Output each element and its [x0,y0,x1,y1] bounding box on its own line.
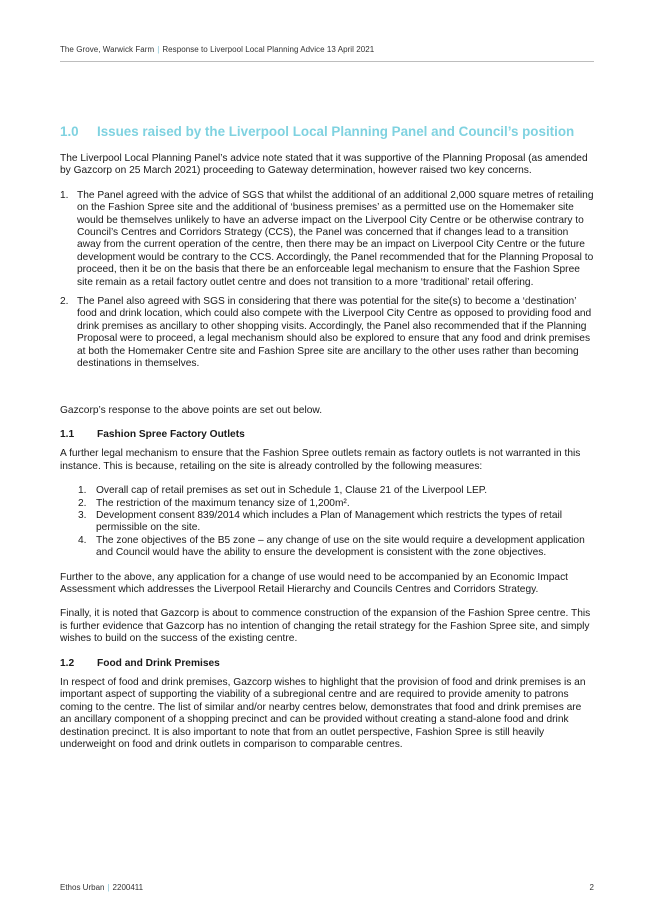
page-number: 2 [589,883,594,892]
list-item-number: 1. [78,485,87,497]
section-1-1-heading [60,429,594,441]
header-project: The Grove, Warwick Farm [60,45,155,54]
list-item-text: Overall cap of retail premises as set out in Schedule 1, Clause 21 of the Liverpool LEP. [96,485,488,497]
page-header [60,45,594,54]
list-item [60,190,594,289]
list-item [78,485,594,497]
concerns-list [60,190,594,371]
list-item-text: The Panel agreed with the advice of SGS that whilst the additional of an additional 2,000 square metres of retailing on the Fashion Spree site and the additional of ‘business premises’ as a permitted use on the Homemaker site would be themselves unlikely to have an adverse impact on the Liverpool City Centre or be otherwise contrary to Council’s Centres and Corridors Strategy (CCS), the Panel was concerned that if changes lead to a transition away from the current operation of the centre, then there may be an impact on Liverpool City Centre or the future development would be contrary to the CCS. Accordingly, the Panel recommended that for the Planning Proposal to proceed, then it be on the basis that there be an enforceable legal mechanism to ensure that the Fashion Spree site remain as a retail factory outlet centre and does not transition to a more ‘traditional’ retail offering. [77,189,594,288]
list-item-number: 2. [78,497,87,509]
section-1-intro: The Liverpool Local Planning Panel’s advice note stated that it was supportive of the Planning Proposal (as amended by Gazcorp on 25 March 2021) proceeding to Gateway determination, however raised two key concerns. [60,153,588,177]
header-separator: | [157,45,160,54]
response-intro: Gazcorp’s response to the above points are set out below. [60,404,323,416]
spacer [60,381,594,405]
list-item-text: The restriction of the maximum tenancy size of 1,200m². [96,497,350,509]
section-1-1-title: Fashion Spree Factory Outlets [97,428,245,440]
footer-separator: | [107,883,110,892]
header-subtitle: Response to Liverpool Local Planning Advice 13 April 2021 [162,45,375,54]
list-item-text: The Panel also agreed with SGS in considering that there was potential for the site(s) to become a ‘destination’ food and drink location, which could also compete with the Liverpool City Centre as opposed to providing food and drink premises as ancillary to other shopping visits. Accordingly, the Panel also recommended that if the Planning Proposal were to proceed, a legal mechanism should also be explored to ensure that any food and drink premises at both the Homemaker Centre site and Fashion Spree site are ancillary to the other uses rather than becoming destinations in themselves. [77,296,592,370]
section-1-2-para-1: In respect of food and drink premises, Gazcorp wishes to highlight that the provision of food and drink premises is an important aspect of supporting the viability of a subregional centre and are required to provide amenity to patrons coming to the centre. The list of similar and/or nearby centres below, demonstrates that food and drink premises are an ancillary component of a shopping precinct and can be provided without creating a stand-alone food and drink destination precinct. It is also important to note that from an outlet perspective, Fashion Spree is still heavily underweight on food and drink outlets in comparison to comparable centres. [60,677,586,751]
section-1-title: Issues raised by the Liverpool Local Planning Panel and Council’s position [97,124,575,139]
section-1-1-para-3: Finally, it is noted that Gazcorp is about to commence construction of the expansion of the Fashion Spree centre. This is further evidence that Gazcorp has no intention of changing the retail strategy for the Fashion Spree site, and simply wishes to build on the success of the existing centre. [60,608,591,645]
section-1-2-number: 1.2 [60,657,75,669]
list-item-number: 2. [60,296,69,308]
list-item [78,535,594,560]
section-1-1-intro: A further legal mechanism to ensure that the Fashion Spree outlets remain as factory outlets is not warranted in this instance. This is because, retailing on the site is already controlled by the following measures: [60,448,581,472]
header-divider [60,61,594,62]
footer-company: Ethos Urban [60,883,105,892]
list-item [60,296,594,370]
section-1-1-para-2: Further to the above, any application for a change of use would need to be accompanied by an Economic Impact Assessment which addresses the Liverpool Retail Hierarchy and Councils Centres and Corridors Strategy. [60,571,568,595]
measures-list [60,485,594,559]
list-item-text: The zone objectives of the B5 zone – any change of use on the site would require a development application and Council would have the ability to ensure the development is consistent with the zone objectives. [96,534,585,559]
section-1-2-title: Food and Drink Premises [97,657,220,669]
list-item-number: 3. [78,509,87,521]
list-item-number: 4. [78,534,87,546]
page-footer [60,883,594,892]
section-1-number: 1.0 [60,124,79,139]
section-1-2-heading [60,658,594,670]
list-item [78,498,594,510]
footer-left [60,883,143,892]
section-1-1-number: 1.1 [60,428,75,440]
list-item [78,510,594,535]
list-item-text: Development consent 839/2014 which includes a Plan of Management which restricts the types of retail permissible on the site. [96,509,563,534]
footer-ref: 2200411 [112,883,144,892]
document-body [60,124,594,763]
list-item-number: 1. [60,189,69,201]
section-1-heading [60,124,594,139]
